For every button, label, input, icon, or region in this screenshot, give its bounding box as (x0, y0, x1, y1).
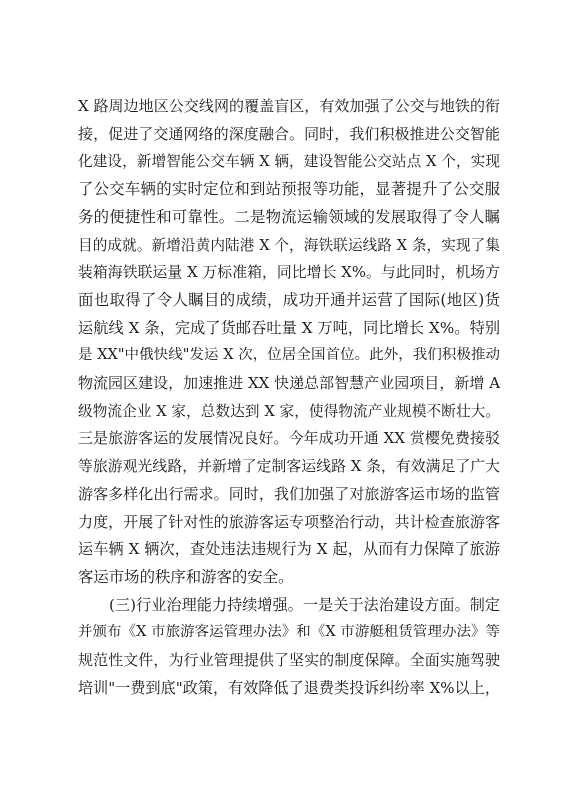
text-line: 化建设，新增智能公交车辆 X 辆，建设智能公交站点 X 个，实现 (78, 153, 500, 171)
text-line: 并颁布《X 市旅游客运管理办法》和《X 市游艇租赁管理办法》等 (78, 624, 500, 641)
text-line: 了公交车辆的实时定位和到站预报等功能，显著提升了公交服 (78, 180, 500, 199)
text-line: 培训"一费到底"政策，有效降低了退费类投诉纠纷率 X%以上， (78, 678, 500, 697)
paragraph-transport-achievements (78, 93, 500, 592)
text-line: 客运市场的秩序和游客的安全。 (78, 567, 294, 586)
text-line: 游客多样化出行需求。同时，我们加强了对旅游客运市场的监管 (78, 484, 500, 503)
text-line: 规范性文件，为行业管理提供了坚实的制度保障。全面实施驾驶 (78, 651, 500, 670)
text-line: 级物流企业 X 家，总数达到 X 家，使得物流产业规模不断壮大。 (78, 402, 500, 420)
text-line: 是 XX"中俄快线"发运 X 次，位居全国首位。此外，我们积极推动 (78, 347, 500, 364)
text-line: 装箱海铁联运量 X 万标准箱，同比增长 X%。与此同时，机场方 (78, 264, 500, 282)
text-line: X 路周边地区公交线网的覆盖盲区，有效加强了公交与地铁的衔 (78, 97, 500, 115)
text-line: 力度，开展了针对性的旅游客运专项整治行动，共计检查旅游客 (78, 512, 500, 531)
text-line: 等旅游观光线路，并新增了定制客运线路 X 条，有效满足了广大 (78, 458, 500, 476)
document-page (78, 93, 500, 702)
text-line-section-heading: (三)行业治理能力持续增强。一是关于法治建设方面。制定 (109, 595, 500, 614)
text-line: 面也取得了令人瞩目的成绩，成功开通并运营了国际(地区)货 (78, 290, 500, 309)
paragraph-governance (78, 592, 500, 703)
text-line: 务的便捷性和可靠性。二是物流运输领域的发展取得了令人瞩 (78, 207, 500, 226)
text-line: 接，促进了交通网络的深度融合。同时，我们积极推进公交智能 (78, 124, 500, 143)
text-line: 运航线 X 条，完成了货邮吞吐量 X 万吨，同比增长 X%。特别 (78, 318, 500, 337)
text-line: 运车辆 X 辆次，查处违法违规行为 X 起，从而有力保障了旅游 (78, 540, 500, 559)
text-line: 目的成就。新增沿黄内陆港 X 个，海铁联运线路 X 条，实现了集 (78, 236, 500, 254)
text-line: 三是旅游客运的发展情况良好。今年成功开通 XX 赏樱免费接驳 (78, 429, 500, 448)
text-line: 物流园区建设，加速推进 XX 快递总部智慧产业园项目，新增 A (78, 374, 500, 393)
